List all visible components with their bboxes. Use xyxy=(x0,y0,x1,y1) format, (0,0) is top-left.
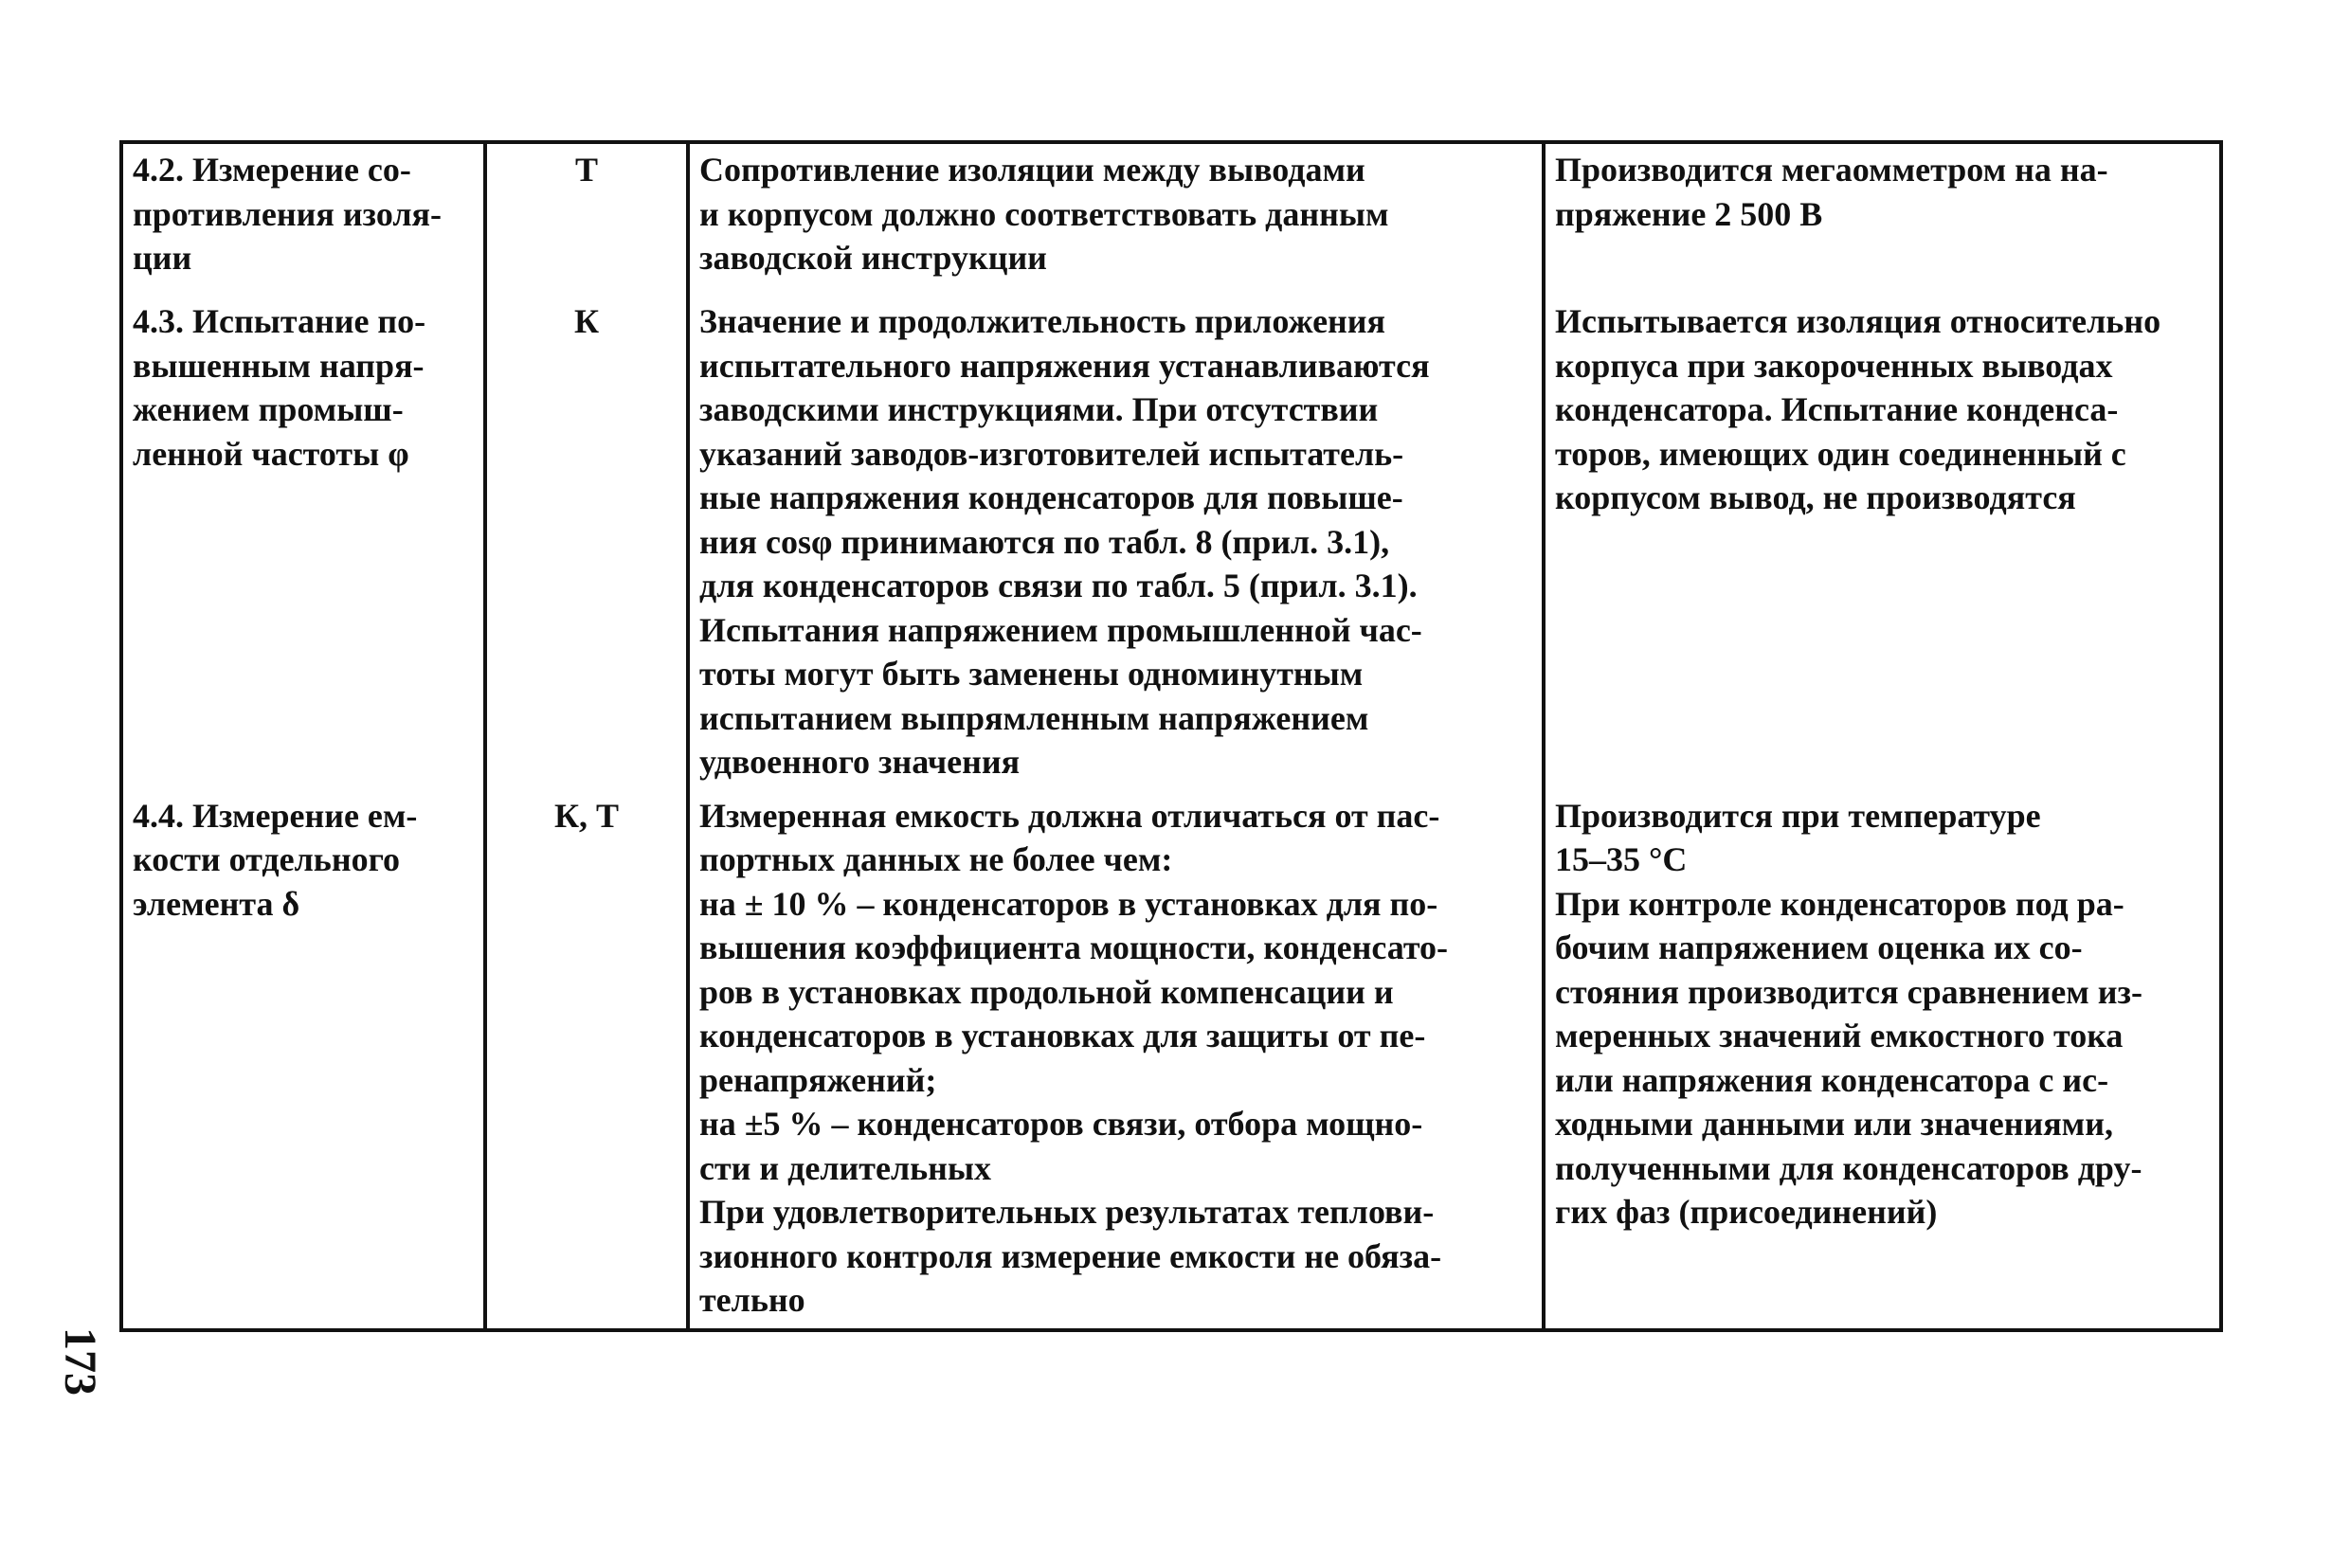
section-cell: 4.4. Измерение ем- кости отдельного элемента δ xyxy=(121,790,485,1330)
table-row xyxy=(121,296,2221,790)
page-number: 173 xyxy=(55,1327,106,1396)
requirements-table xyxy=(119,140,2223,1332)
requirement-cell: Измеренная емкость должна отличаться от пас- портных данных не более чем: на ± 10 % – конденсаторов в установках для по- вышения коэффициента мощности, конденсато- ров в установках продольной компенсации и конденсаторов в установках для защиты от пе- ренапряжений; на ±5 % – конденсаторов связи, отбора мощно- сти и делительных При удовлетворительных результатах теплови- зионного контроля измерение емкости не обяза- тельно xyxy=(688,790,1544,1330)
table-row xyxy=(121,790,2221,1330)
type-cell: К xyxy=(485,296,688,790)
section-cell: 4.3. Испытание по- вышенным напря- жением промыш- ленной частоты φ xyxy=(121,296,485,790)
notes-cell: Испытывается изоляция относительно корпуса при закороченных выводах конденсатора. Испытание конденса- торов, имеющих один соединенный с корпусом вывод, не производятся xyxy=(1544,296,2221,790)
type-cell: К, Т xyxy=(485,790,688,1330)
section-cell: 4.2. Измерение со- противления изоля- ции xyxy=(121,142,485,296)
requirement-cell: Сопротивление изоляции между выводами и корпусом должно соответствовать данным заводской инструкции xyxy=(688,142,1544,296)
table-row xyxy=(121,142,2221,296)
type-cell: Т xyxy=(485,142,688,296)
notes-cell: Производится при температуре 15–35 °С При контроле конденсаторов под ра- бочим напряжением оценка их со- стояния производится сравнением из- меренных значений емкостного тока или напряжения конденсатора с ис- ходными данными или значениями, полученными для конденсаторов дру- гих фаз (присоединений) xyxy=(1544,790,2221,1330)
notes-cell: Производится мегаомметром на на- пряжение 2 500 В xyxy=(1544,142,2221,296)
requirement-cell: Значение и продолжительность приложения испытательного напряжения устанавливаются заводскими инструкциями. При отсутствии указаний заводов-изготовителей испытатель- ные напряжения конденсаторов для повыше- ния cosφ принимаются по табл. 8 (прил. 3.1), для конденсаторов связи по табл. 5 (прил. 3.1). Испытания напряжением промышленной час- тоты могут быть заменены одноминутным испытанием выпрямленным напряжением удвоенного значения xyxy=(688,296,1544,790)
